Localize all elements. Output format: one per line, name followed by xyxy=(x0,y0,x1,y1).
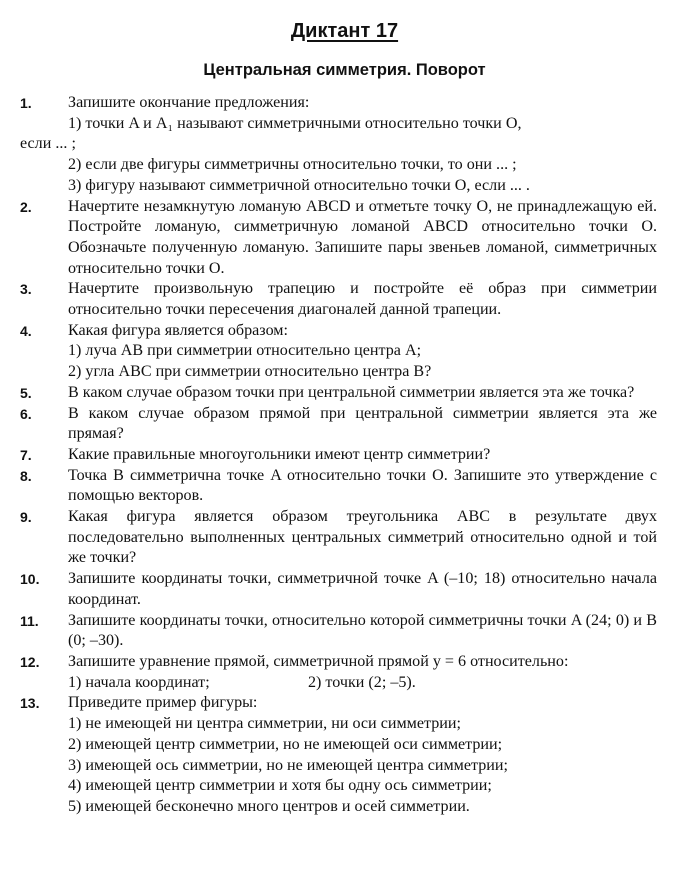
problem-list xyxy=(20,93,657,818)
problem-text: Запишите координаты точки, симметричной точке A (–10; 18) относительно начала координат. xyxy=(68,570,657,608)
problem-item: 1) не имеющей ни центра симметрии, ни оси симметрии; xyxy=(68,715,461,733)
problem-3 xyxy=(20,279,657,320)
problem-10 xyxy=(20,569,657,610)
problem-text: В каком случае образом точки при центральной симметрии является эта же точка? xyxy=(68,383,635,401)
problem-number: 6. xyxy=(20,405,32,422)
problem-number: 13. xyxy=(20,695,40,712)
problem-text: Точка B симметрична точке A относительно точки O. Запишите это утверждение с помощью векторов. xyxy=(68,466,657,505)
problem-item: 4) имеющей центр симметрии и хотя бы одну ось симметрии; xyxy=(68,777,492,795)
problem-options xyxy=(68,673,657,694)
problem-item-continuation: если ... ; xyxy=(20,135,76,153)
problem-1 xyxy=(20,93,657,197)
problem-12 xyxy=(20,652,657,693)
problem-item: 5) имеющей бесконечно много центров и осей симметрии. xyxy=(68,797,470,815)
problem-item: 3) имеющей ось симметрии, но не имеющей центра симметрии; xyxy=(68,756,508,774)
problem-5 xyxy=(20,383,657,404)
problem-text: Какая фигура является образом: xyxy=(68,321,288,339)
problem-text: Запишите уравнение прямой, симметричной прямой y = 6 относительно: xyxy=(68,652,569,670)
problem-item: 2) имеющей центр симметрии, но не имеющей оси симметрии; xyxy=(68,735,503,753)
problem-text: Начертите незамкнутую ломаную ABCD и отметьте точку O, не принадлежащую ей. Постройте ломаную, симметричную ломаной ABCD относительно точки O. Обозначьте полученную ломаную. Запишите пары звеньев ломаной, симметричных относительно точки O. xyxy=(68,197,657,277)
problem-item: 1) луча AB при симметрии относительно центра A; xyxy=(68,342,422,360)
problem-2 xyxy=(20,197,657,280)
page-title: Диктант 17 xyxy=(290,20,399,42)
problem-number: 11. xyxy=(20,612,39,629)
page-subtitle: Центральная симметрия. Поворот xyxy=(203,61,486,79)
problem-option: 2) точки (2; –5). xyxy=(308,673,416,691)
problem-number: 1. xyxy=(20,95,32,111)
problem-number: 9. xyxy=(20,509,32,526)
problem-number: 2. xyxy=(20,198,32,215)
problem-6 xyxy=(20,404,657,445)
problem-text: Какие правильные многоугольники имеют центр симметрии? xyxy=(68,445,491,463)
problem-number: 8. xyxy=(20,467,32,484)
problem-item: 2) угла ABC при симметрии относительно центра B? xyxy=(68,363,432,381)
problem-number: 4. xyxy=(20,322,32,339)
problem-9 xyxy=(20,507,657,569)
problem-text: В каком случае образом прямой при центральной симметрии является эта же прямая? xyxy=(68,404,657,443)
problem-number: 10. xyxy=(20,571,40,588)
problem-7 xyxy=(20,445,657,466)
problem-text: Какая фигура является образом треугольника ABC в результате двух последовательно выполненных центральных симметрий относительно одной и той же точки? xyxy=(68,508,657,567)
problem-text: Запишите координаты точки, относительно которой симметричны точки A (24; 0) и B (0; –30). xyxy=(68,611,657,650)
problem-number: 3. xyxy=(20,281,32,298)
problem-item: 1) точки A и A₁ называют симметричными относительно точки O, xyxy=(68,114,522,132)
problem-number: 5. xyxy=(20,384,32,401)
problem-text: Приведите пример фигуры: xyxy=(68,694,258,712)
problem-option: 1) начала координат; xyxy=(68,673,210,691)
problem-number: 12. xyxy=(20,653,40,670)
problem-8 xyxy=(20,466,657,507)
problem-item: 3) фигуру называют симметричной относительно точки O, если ... . xyxy=(68,176,530,194)
problem-text: Начертите произвольную трапецию и постройте её образ при симметрии относительно точки пересечения диагоналей данной трапеции. xyxy=(68,280,657,319)
problem-item: 2) если две фигуры симметричны относительно точки, то они ... ; xyxy=(68,156,517,174)
problem-11 xyxy=(20,611,657,652)
problem-number: 7. xyxy=(20,446,32,463)
problem-text: Запишите окончание предложения: xyxy=(68,94,310,111)
problem-4 xyxy=(20,321,657,383)
problem-13 xyxy=(20,693,657,817)
